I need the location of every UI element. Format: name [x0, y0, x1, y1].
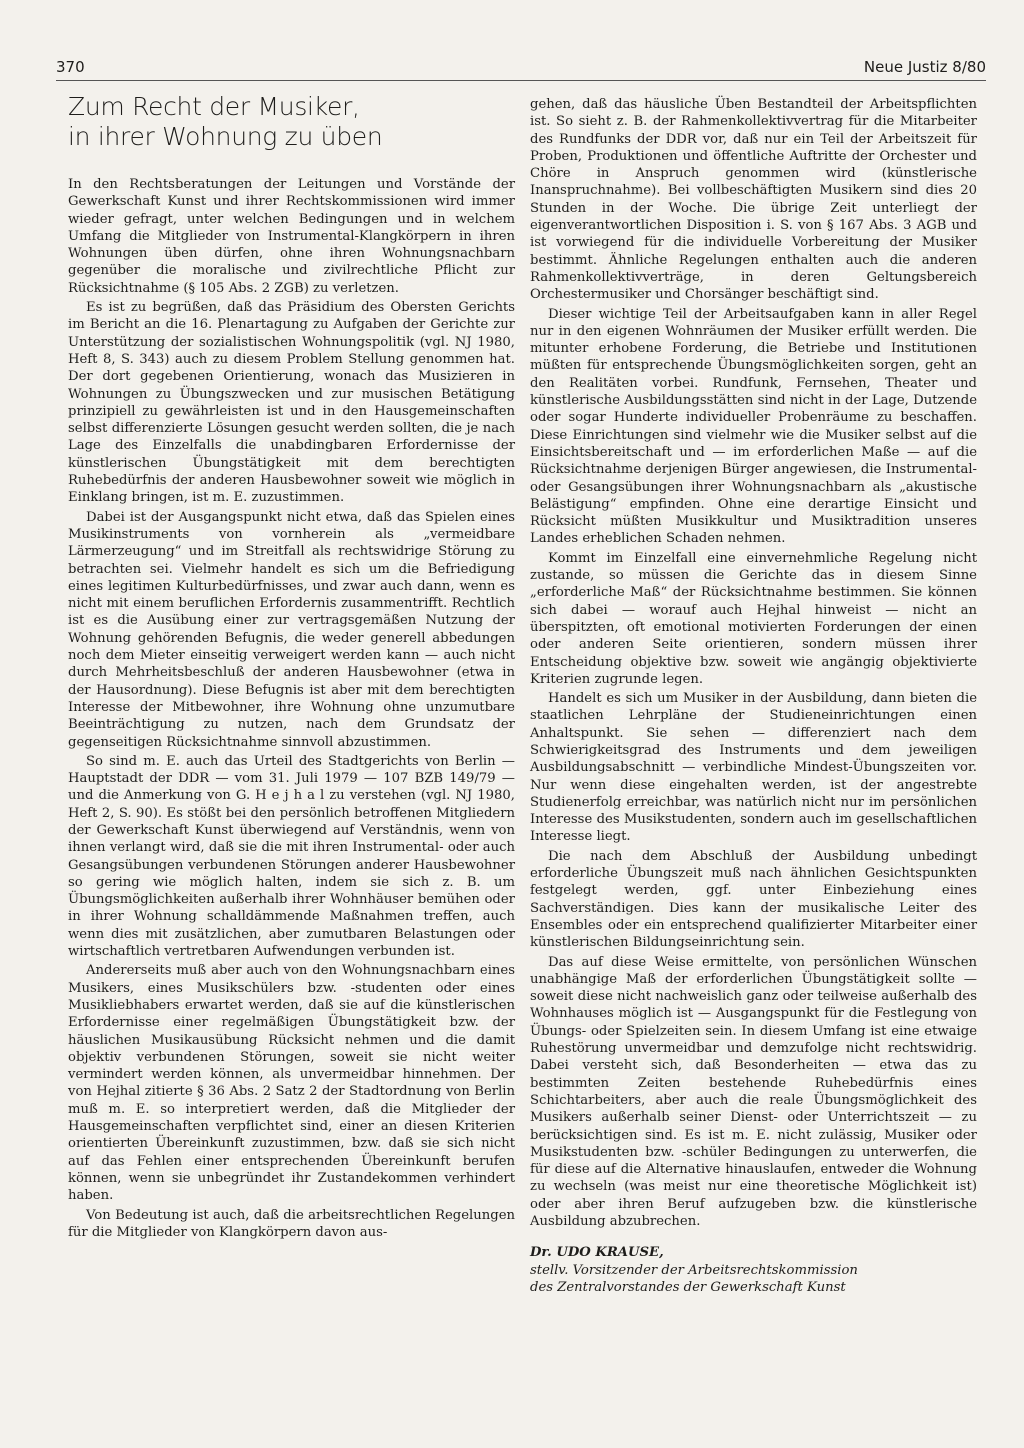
article-title-line-2: in ihrer Wohnung zu üben [68, 122, 383, 151]
paragraph: gehen, daß das häusliche Üben Bestandteil der Arbeitspflichten ist. So sieht z. B. der Rahmenkollektivvertrag für die Mitarbeiter des Rundfunks der DDR vor, daß nur ein Teil der Arbeitszeit für Proben, Produktionen und öffentliche Auftritte der Orchester und Chöre in Anspruch genommen wird (künstlerische Inanspruchnahme). Bei vollbeschäftigten Musikern sind dies 20 Stunden in der Woche. Die übrige Zeit unterliegt der eigenverantwortlichen Disposition i. S. von § 167 Abs. 3 AGB und ist vorwiegend für die individuelle Vorbereitung der Musiker bestimmt. Ähnliche Regelungen enthalten auch die anderen Rahmenkollektivverträge, in deren Geltungsbereich Orchestermusiker und Chorsänger beschäftigt sind. [530, 97, 977, 303]
paragraph: Von Bedeutung ist auch, daß die arbeitsrechtlichen Regelungen für die Mitglieder von Klangkörpern davon aus- [68, 1207, 515, 1240]
paragraph: In den Rechtsberatungen der Leitungen und Vorstände der Gewerkschaft Kunst und ihrer Rechtskommissionen wird immer wieder gefragt, unter welchen Bedingungen und in welchem Umfang die Mitglieder von Instrumental-Klangkörpern in ihren Wohnungen üben dürfen, ohne ihren Wohnungsnachbarn gegenüber die moralische und zivilrechtliche Pflicht zur Rücksichtnahme (§ 105 Abs. 2 ZGB) zu verletzen. [68, 177, 515, 296]
author-position: stellv. Vorsitzender der Arbeitsrechtskommission [530, 1262, 858, 1278]
paragraph: Andererseits muß aber auch von den Wohnungsnachbarn eines Musikers, eines Musikschülers bzw. -studenten oder eines Musikliebhabers erwartet werden, daß sie auf die künstlerischen Erfordernisse einer regelmäßigen Übungstätigkeit bzw. der häuslichen Musikausübung Rücksicht nehmen und die damit objektiv verbundenen Störungen, soweit sie nicht weiter vermindert werden können, als unvermeidbar hinnehmen. Der von Hejhal zitierte § 36 Abs. 2 Satz 2 der Stadtordnung von Berlin muß m. E. so interpretiert werden, daß die Mitglieder der Hausgemeinschaften verpflichtet sind, einer an diesen Kriterien orientierten Übereinkunft zuzustimmen, bzw. daß sie sich nicht auf das Fehlen einer entsprechenden Übereinkunft berufen können, wenn sie unbegründet ihr Zustandekommen verhindert haben. [68, 963, 515, 1204]
journal-reference: Neue Justiz 8/80 [863, 58, 986, 76]
article-title-line-1: Zum Recht der Musiker, [68, 92, 360, 121]
page-number: 370 [56, 58, 85, 76]
paragraph: Es ist zu begrüßen, daß das Präsidium des Obersten Gerichts im Bericht an die 16. Plenartagung zu Aufgaben der Gerichte zur Unterstützung der sozialistischen Wohnungspolitik (vgl. NJ 1980, Heft 8, S. 343) auch zu diesem Problem Stellung genommen hat. Der dort gegebenen Orientierung, wonach das Musizieren in Wohnungen zu Übungszwecken und zur musischen Betätigung prinzipiell zu gewährleisten ist und in den Hausgemeinschaften selbst differenzierte Lösungen gesucht werden sollten, die je nach Lage des Einzelfalls die unabdingbaren Erfordernisse der künstlerischen Übungstätigkeit mit dem berechtigten Ruhebedürfnis der anderen Hausbewohner soweit wie möglich in Einklang bringen, ist m. E. zuzustimmen. [68, 300, 515, 506]
author-signature [530, 1244, 977, 1297]
author-organization: des Zentralvorstandes der Gewerkschaft Kunst [530, 1280, 846, 1296]
paragraph: Dabei ist der Ausgangspunkt nicht etwa, daß das Spielen eines Musikinstruments von vornherein als „vermeidbare Lärmerzeugung“ und im Streitfall als rechtswidrige Störung zu betrachten sei. Vielmehr handelt es sich um die Befriedigung eines legitimen Kulturbedürfnisses, und zwar auch dann, wenn es nicht mit einem beruflichen Erfordernis zusammentrifft. Rechtlich ist es die Ausübung einer zur vertragsgemäßen Nutzung der Wohnung gehörenden Befugnis, die weder generell abbedungen noch dem Mieter einseitig verweigert werden kann — auch nicht durch Mehrheitsbeschluß der anderen Hausbewohner (etwa in der Hausordnung). Diese Befugnis ist aber mit dem berechtigten Interesse der Mitbewohner, ihre Wohnung ohne unzumutbare Beeinträchtigung zu nutzen, nach dem Grundsatz der gegenseitigen Rücksichtnahme sinnvoll abzustimmen. [68, 509, 515, 750]
paragraph: Die nach dem Abschluß der Ausbildung unbedingt erforderliche Übungszeit muß nach ähnlichen Gesichtspunkten festgelegt werden, ggf. unter Einbeziehung eines Sachverständigen. Dies kann der musikalische Leiter des Ensembles oder ein entsprechend qualifizierter Mitarbeiter einer künstlerischen Bildungseinrichtung sein. [530, 848, 977, 951]
paragraph: Handelt es sich um Musiker in der Ausbildung, dann bieten die staatlichen Lehrpläne der Studieneinrichtungen einen Anhaltspunkt. Sie sehen — differenziert nach dem Schwierigkeitsgrad des Instruments und dem jeweiligen Ausbildungsabschnitt — verbindliche Mindest-Übungszeiten vor. Nur wenn diese eingehalten werden, ist der angestrebte Studienerfolg erreichbar, was natürlich nicht nur im persönlichen Interesse des Musikstudenten, sondern auch im gesellschaftlichen Interesse liegt. [530, 691, 977, 845]
paragraph: Dieser wichtige Teil der Arbeitsaufgaben kann in aller Regel nur in den eigenen Wohnräumen der Musiker erfüllt werden. Die mitunter erhobene Forderung, die Betriebe und Institutionen müßten für entsprechende Übungsmöglichkeiten sorgen, geht an den Realitäten vorbei. Rundfunk, Fernsehen, Theater und künstlerische Ausbildungsstätten sind nicht in der Lage, Dutzende oder sogar Hunderte individueller Probenräume zu beschaffen. Diese Einrichtungen sind vielmehr wie die Musiker selbst auf die Einsichtsbereitschaft und — im erforderlichen Maße — auf die Rücksichtnahme derjenigen Bürger angewiesen, die Instrumental- oder Gesangsübungen ihrer Wohnungsnachbarn als „akustische Belästigung“ empfinden. Ohne eine derartige Einsicht und Rücksicht müßten Musikkultur und Musiktradition unseres Landes erheblichen Schaden nehmen. [530, 306, 977, 547]
paragraph: Das auf diese Weise ermittelte, von persönlichen Wünschen unabhängige Maß der erforderlichen Übungstätigkeit sollte — soweit diese nicht nachweislich ganz oder teilweise außerhalb des Wohnhauses möglich ist — Ausgangspunkt für die Festlegung von Übungs- oder Spielzeiten sein. In diesem Umfang ist eine etwaige Ruhestörung unvermeidbar und demzufolge nicht rechtswidrig. Dabei versteht sich, daß Besonderheiten — etwa das zu bestimmten Zeiten bestehende Ruhebedürfnis eines Schichtarbeiters, aber auch die reale Übungsmöglichkeit des Musikers außerhalb seiner Dienst- oder Unterrichtszeit — zu berücksichtigen sind. Es ist m. E. nicht zulässig, Musiker oder Musikstudenten bzw. -schüler Bedingungen zu unterwerfen, die für diese auf die Alternative hinauslaufen, entweder die Wohnung zu wechseln (was meist nur eine theoretische Möglichkeit ist) oder aber ihren Beruf aufzugeben bzw. die künstlerische Ausbildung abzubrechen. [530, 954, 977, 1229]
article-title [68, 92, 515, 152]
paragraph: So sind m. E. auch das Urteil des Stadtgerichts von Berlin — Hauptstadt der DDR — vom 31. Juli 1979 — 107 BZB 149/79 — und die Anmerkung von G. H e j h a l zu verstehen (vgl. NJ 1980, Heft 2, S. 90). Es stößt bei den persönlich betroffenen Mitgliedern der Gewerkschaft Kunst überwiegend auf Verständnis, wenn von ihnen verlangt wird, daß sie die mit ihren Instrumental- oder auch Gesangsübungen verbundenen Störungen anderer Hausbewohner so gering wie möglich halten, indem sie sich z. B. um Übungsmöglichkeiten außerhalb ihrer Wohnhäuser bemühen oder in ihrer Wohnung schalldämmende Maßnahmen treffen, auch wenn dies mit zusätzlichen, aber zumutbaren Belastungen oder wirtschaftlich vertretbaren Aufwendungen verbunden ist. [68, 753, 515, 960]
left-column [68, 92, 515, 1241]
author-name: Dr. UDO KRAUSE, [530, 1245, 664, 1261]
paragraph: Kommt im Einzelfall eine einvernehmliche Regelung nicht zustande, so müssen die Gerichte das in diesem Sinne „erforderliche Maß“ der Rücksichtnahme bestimmen. Sie können sich dabei — worauf auch Hejhal hinweist — nicht an überspitzten, oft emotional motivierten Forderungen der einen oder anderen Seite orientieren, sondern müssen ihrer Entscheidung objektive bzw. soweit wie angängig objektivierte Kriterien zugrunde legen. [530, 550, 977, 687]
page-header [56, 56, 986, 81]
right-column [530, 96, 977, 1297]
